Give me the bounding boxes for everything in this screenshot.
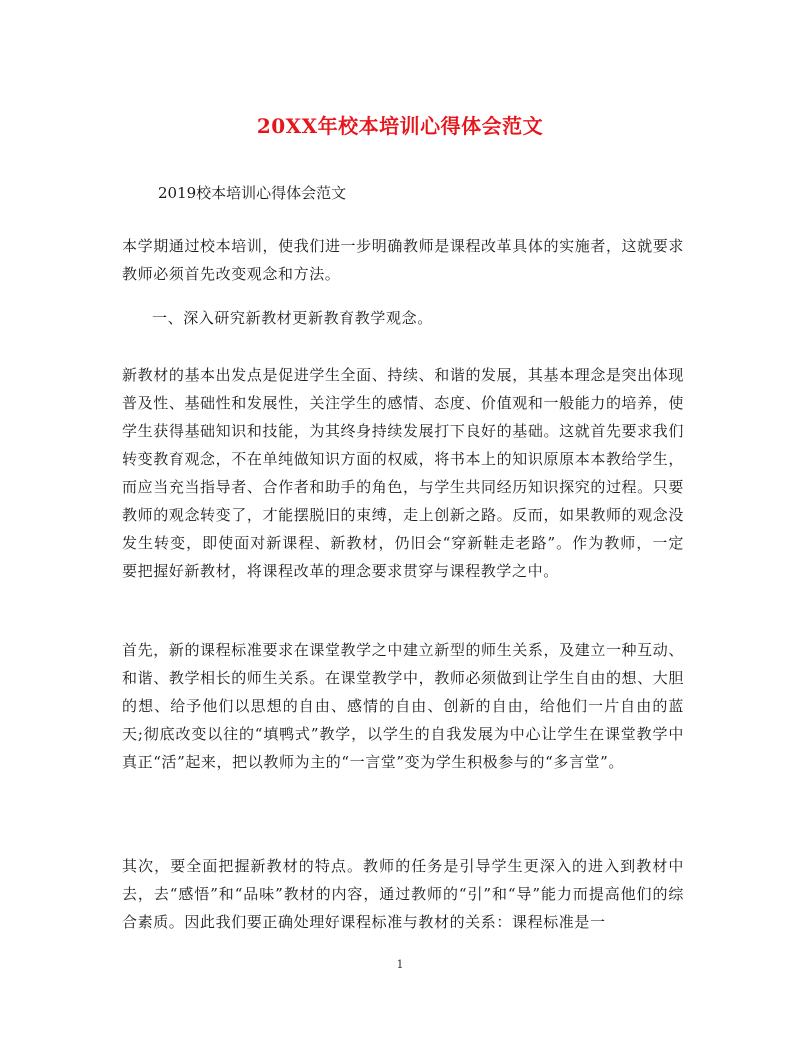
paragraph-section-heading: 一、深入研究新教材更新教育教学观念。	[152, 309, 433, 327]
document-subtitle: 2019校本培训心得体会范文	[158, 184, 347, 202]
paragraph-second: 其次，要全面把握新教材的特点。教师的任务是引导学生更深入的进入到教材中去，去“感悟”和“品味”教材的内容，通过教师的“引”和“导”能力而提高他们的综合素质。因此我们要正确处理好课程标准与教材的关系：课程标准是一	[122, 857, 684, 931]
paragraph-new-textbook: 新教材的基本出发点是促进学生全面、持续、和谐的发展，其基本理念是突出体现普及性、基础性和发展性，关注学生的感情、态度、价值观和一般能力的培养，使学生获得基础知识和技能，为其终身持续发展打下良好的基础。这就首先要求我们转变教育观念，不在单纯做知识方面的权威，将书本上的知识原原本本教给学生，而应当充当指导者、合作者和助手的角色，与学生共同经历知识探究的过程。只要教师的观念转变了，才能摆脱旧的束缚，走上创新之路。反而，如果教师的观念没发生转变，即使面对新课程、新教材，仍旧会“穿新鞋走老路”。作为教师，一定要把握好新教材，将课程改革的理念要求贯穿与课程教学之中。	[122, 366, 684, 580]
page-number: 1	[396, 958, 404, 971]
paragraph-intro: 本学期通过校本培训，使我们进一步明确教师是课程改革具体的实施者，这就要求教师必须首先改变观念和方法。	[122, 237, 684, 283]
paragraph-first: 首先，新的课程标准要求在课堂教学之中建立新型的师生关系，及建立一种互动、和谐、教学相长的师生关系。在课堂教学中，教师必须做到让学生自由的想、大胆的想、给予他们以思想的自由、感情的自由、创新的自由，给他们一片自由的蓝天;彻底改变以往的“填鸭式”教学，以学生的自我发展为中心让学生在课堂教学中真正“活”起来，把以教师为主的“一言堂”变为学生积极参与的“多言堂”。	[122, 641, 684, 771]
document-title: 20XX年校本培训心得体会范文	[256, 114, 544, 138]
